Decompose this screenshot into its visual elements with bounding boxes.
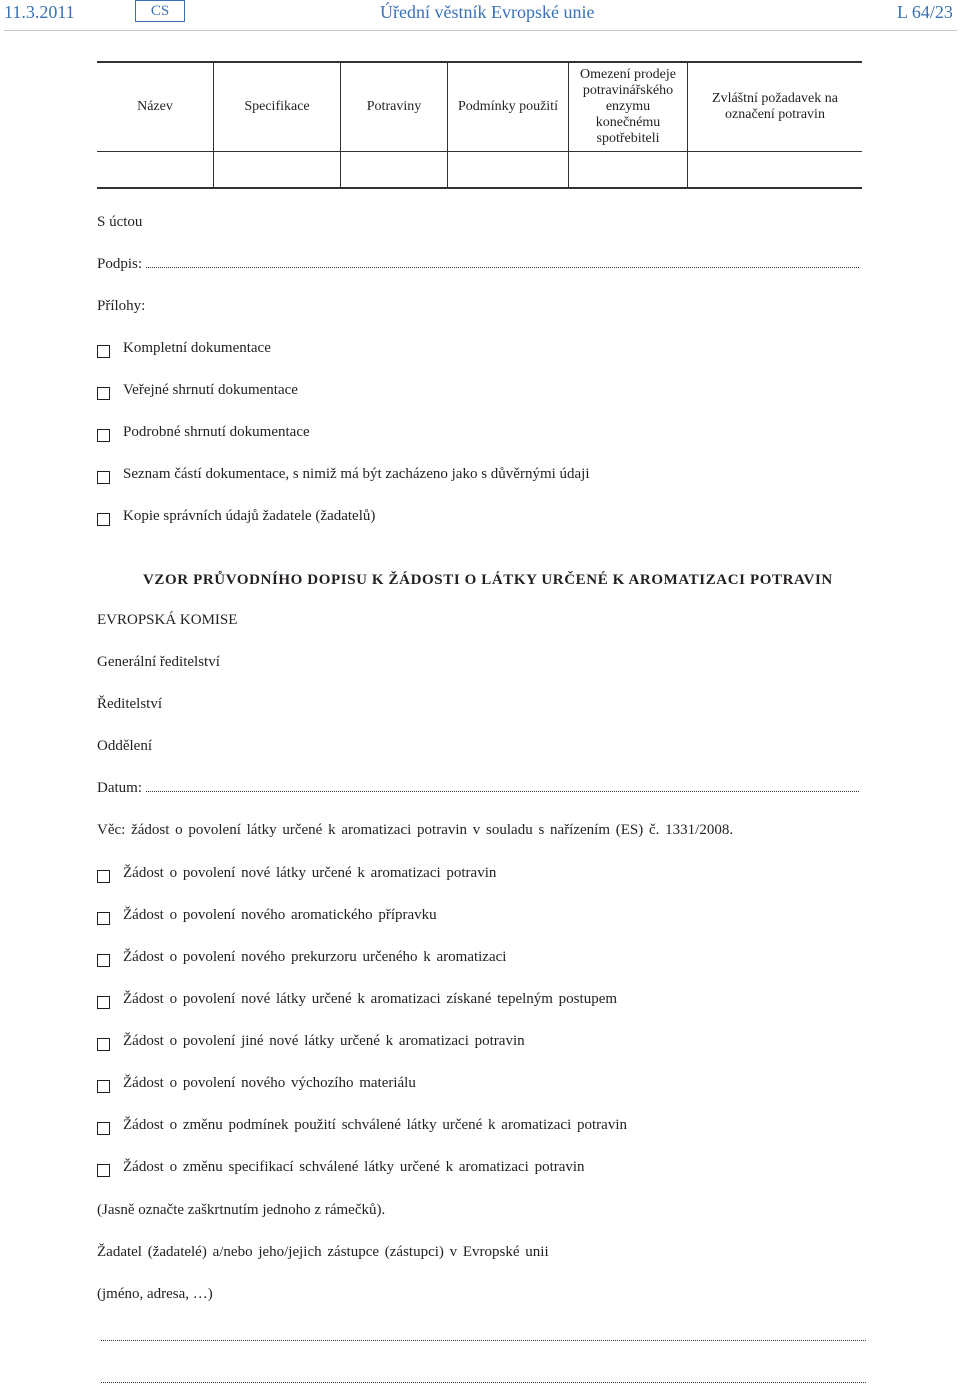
attachment-checkbox[interactable]	[97, 387, 110, 400]
specification-table	[97, 61, 862, 189]
table-header-cell: Omezení prodeje potravinářského enzymu konečnému spotřebiteli	[569, 62, 688, 152]
table-cell[interactable]	[569, 152, 688, 189]
letter-title: VZOR PRŮVODNÍHO DOPISU K ŽÁDOSTI O LÁTKY URČENÉ K AROMATIZACI POTRAVIN	[143, 572, 833, 588]
fill-in-line[interactable]	[101, 1382, 866, 1383]
table-header-cell: Potraviny	[341, 62, 448, 152]
request-label: Žádost o povolení nové látky určené k aromatizaci potravin	[123, 865, 497, 881]
request-label: Žádost o povolení jiné nové látky určené k aromatizaci potravin	[123, 1033, 525, 1049]
request-label: Žádost o změnu podmínek použití schválené látky určené k aromatizaci potravin	[123, 1117, 627, 1133]
address-hint: (jméno, adresa, …)	[97, 1286, 213, 1302]
request-checkbox[interactable]	[97, 1122, 110, 1135]
table-cell[interactable]	[214, 152, 341, 189]
language-badge: CS	[135, 0, 185, 22]
checkbox-instruction: (Jasně označte zaškrtnutím jednoho z rámečků).	[97, 1202, 386, 1218]
request-checkbox[interactable]	[97, 996, 110, 1009]
request-label: Žádost o povolení nové látky určené k aromatizaci získané tepelným postupem	[123, 991, 618, 1007]
table-cell[interactable]	[448, 152, 569, 189]
request-label: Žádost o povolení nového aromatického přípravku	[123, 907, 437, 923]
request-label: Žádost o změnu specifikací schválené látky určené k aromatizaci potravin	[123, 1159, 585, 1175]
table-header-cell: Název	[97, 62, 214, 152]
attachment-checkbox[interactable]	[97, 471, 110, 484]
directorate: Ředitelství	[97, 696, 162, 712]
signature-line[interactable]: Podpis:	[97, 256, 859, 273]
date-line[interactable]: Datum:	[97, 780, 859, 797]
directorate-general: Generální ředitelství	[97, 654, 220, 670]
applicant-heading: Žadatel (žadatelé) a/nebo jeho/jejich zástupce (zástupci) v Evropské unii	[97, 1244, 549, 1260]
table-cell[interactable]	[97, 152, 214, 189]
attachment-checkbox[interactable]	[97, 429, 110, 442]
attachment-label: Kopie správních údajů žadatele (žadatelů)	[123, 508, 376, 524]
request-label: Žádost o povolení nového prekurzoru určeného k aromatizaci	[123, 949, 507, 965]
fill-in-line[interactable]	[101, 1340, 866, 1341]
request-checkbox[interactable]	[97, 870, 110, 883]
header-divider	[4, 30, 957, 31]
attachment-checkbox[interactable]	[97, 513, 110, 526]
attachment-label: Seznam částí dokumentace, s nimiž má být zacházeno jako s důvěrnými údaji	[123, 466, 590, 482]
header-date: 11.3.2011	[4, 2, 75, 22]
attachment-label: Veřejné shrnutí dokumentace	[123, 382, 298, 398]
request-checkbox[interactable]	[97, 954, 110, 967]
table-header-cell: Podmínky použití	[448, 62, 569, 152]
request-checkbox[interactable]	[97, 1080, 110, 1093]
table-cell[interactable]	[341, 152, 448, 189]
attachment-label: Kompletní dokumentace	[123, 340, 271, 356]
unit: Oddělení	[97, 738, 152, 754]
table-header-cell: Zvláštní požadavek na označení potravin	[688, 62, 863, 152]
page-number: L 64/23	[897, 2, 953, 22]
subject-line: Věc: žádost o povolení látky určené k aromatizaci potravin v souladu s nařízením (ES) č. 1331/2008.	[97, 822, 734, 838]
attachment-checkbox[interactable]	[97, 345, 110, 358]
request-checkbox[interactable]	[97, 1038, 110, 1051]
table-header-cell: Specifikace	[214, 62, 341, 152]
request-checkbox[interactable]	[97, 912, 110, 925]
regards-text: S úctou	[97, 214, 143, 230]
request-checkbox[interactable]	[97, 1164, 110, 1177]
attachment-label: Podrobné shrnutí dokumentace	[123, 424, 310, 440]
request-label: Žádost o povolení nového výchozího materiálu	[123, 1075, 416, 1091]
journal-title: Úřední věstník Evropské unie	[380, 2, 595, 22]
commission-name: EVROPSKÁ KOMISE	[97, 612, 238, 628]
table-cell[interactable]	[688, 152, 863, 189]
attachments-heading: Přílohy:	[97, 298, 146, 314]
